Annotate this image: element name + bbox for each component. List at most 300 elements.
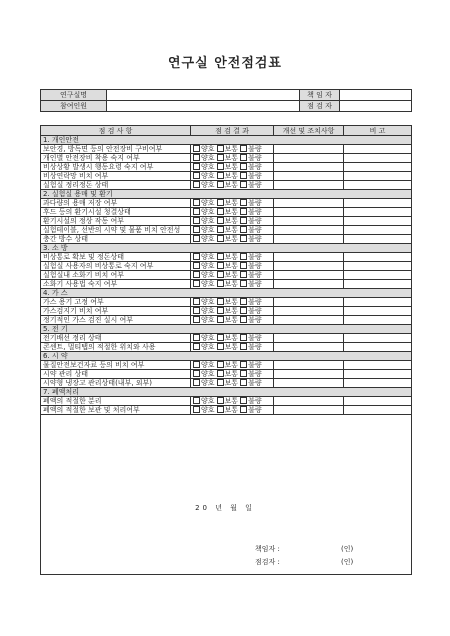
- table-row: [41, 163, 412, 172]
- result-options: [191, 280, 274, 289]
- result-option[interactable]: [217, 271, 239, 279]
- result-option[interactable]: [217, 235, 239, 243]
- result-options: [191, 406, 274, 415]
- checkbox-icon[interactable]: [240, 316, 247, 323]
- checkbox-icon[interactable]: [193, 172, 200, 179]
- checkbox-icon[interactable]: [240, 361, 247, 368]
- date-line: 20 년 월 일: [195, 504, 255, 512]
- action-field[interactable]: [274, 262, 344, 271]
- check-item: 시약형 냉장고 관리상태(내부, 외부): [41, 379, 191, 388]
- check-item: 충간 방수 상태: [41, 235, 191, 244]
- result-option[interactable]: [193, 172, 215, 180]
- note-field[interactable]: [344, 343, 412, 352]
- result-option[interactable]: [193, 262, 215, 270]
- note-field[interactable]: [344, 271, 412, 280]
- option-label: 보통: [224, 163, 239, 171]
- option-label: 양호: [201, 298, 215, 306]
- option-label: 불량: [248, 262, 262, 270]
- option-label: 보통: [224, 271, 239, 279]
- checkbox-icon[interactable]: [217, 199, 224, 206]
- result-options: [191, 334, 274, 343]
- section-row: [41, 244, 412, 253]
- inspector-field[interactable]: [340, 101, 412, 112]
- result-option[interactable]: [240, 253, 262, 261]
- action-field[interactable]: [274, 307, 344, 316]
- action-field[interactable]: [274, 235, 344, 244]
- result-option[interactable]: [193, 253, 215, 261]
- result-option[interactable]: [217, 199, 239, 207]
- result-option[interactable]: [193, 397, 215, 405]
- checkbox-icon[interactable]: [217, 217, 224, 224]
- result-option[interactable]: [217, 163, 239, 171]
- result-option[interactable]: [217, 307, 239, 315]
- table-row: [41, 253, 412, 262]
- checkbox-icon[interactable]: [217, 181, 224, 188]
- result-option[interactable]: [240, 370, 262, 378]
- option-label: 불량: [248, 253, 262, 261]
- result-option[interactable]: [193, 334, 215, 342]
- section-row: [41, 136, 412, 145]
- option-label: 불량: [248, 343, 262, 351]
- result-option[interactable]: [193, 199, 215, 207]
- result-option[interactable]: [217, 379, 239, 387]
- option-label: 불량: [248, 181, 262, 189]
- checkbox-icon[interactable]: [217, 280, 224, 287]
- checkbox-icon[interactable]: [217, 172, 224, 179]
- section-row: [41, 388, 412, 397]
- checkbox-icon[interactable]: [240, 379, 247, 386]
- checkbox-icon[interactable]: [193, 145, 200, 152]
- option-label: 보통: [224, 343, 239, 351]
- checkbox-icon[interactable]: [240, 406, 247, 413]
- checkbox-icon[interactable]: [240, 163, 247, 170]
- option-label: 양호: [201, 226, 215, 234]
- checkbox-icon[interactable]: [193, 154, 200, 161]
- responsible-label: 책 임 자: [300, 90, 340, 101]
- option-label: 보통: [224, 235, 239, 243]
- option-label: 보통: [224, 253, 239, 261]
- option-label: 불량: [248, 199, 262, 207]
- section-title: 6. 시 약: [41, 352, 412, 361]
- note-field[interactable]: [344, 226, 412, 235]
- note-field[interactable]: [344, 334, 412, 343]
- result-option[interactable]: [240, 145, 262, 153]
- checkbox-icon[interactable]: [217, 262, 224, 269]
- checkbox-icon[interactable]: [193, 280, 200, 287]
- checkbox-icon[interactable]: [217, 316, 224, 323]
- seal-mark: (인): [341, 558, 354, 566]
- option-label: 보통: [224, 397, 239, 405]
- signature-label: 책임자 :: [255, 545, 280, 553]
- result-option[interactable]: [193, 163, 215, 171]
- action-field[interactable]: [274, 253, 344, 262]
- note-field[interactable]: [344, 199, 412, 208]
- checkbox-icon[interactable]: [217, 271, 224, 278]
- section-title: 3. 소 방: [41, 244, 412, 253]
- result-option[interactable]: [240, 406, 262, 414]
- action-field[interactable]: [274, 181, 344, 190]
- result-option[interactable]: [217, 181, 239, 189]
- checkbox-icon[interactable]: [217, 343, 224, 350]
- result-option[interactable]: [240, 280, 262, 288]
- checkbox-icon[interactable]: [217, 163, 224, 170]
- result-option[interactable]: [240, 307, 262, 315]
- check-item: 가스 용기 고정 여부: [41, 298, 191, 307]
- note-field[interactable]: [344, 307, 412, 316]
- result-option[interactable]: [193, 406, 215, 414]
- table-row: [41, 406, 412, 415]
- table-row: [41, 361, 412, 370]
- result-option[interactable]: [240, 316, 262, 324]
- check-item: 비상연락망 비치 여부: [41, 172, 191, 181]
- result-option[interactable]: [217, 370, 239, 378]
- action-field[interactable]: [274, 406, 344, 415]
- checkbox-icon[interactable]: [240, 253, 247, 260]
- result-option[interactable]: [217, 154, 239, 162]
- table-row: [41, 343, 412, 352]
- table-row: [41, 208, 412, 217]
- checklist-table: [40, 125, 412, 415]
- result-option[interactable]: [240, 334, 262, 342]
- result-option[interactable]: [240, 172, 262, 180]
- note-field[interactable]: [344, 361, 412, 370]
- checkbox-icon[interactable]: [217, 406, 224, 413]
- check-item: 실험실내 소화기 비치 여부: [41, 271, 191, 280]
- checkbox-icon[interactable]: [240, 172, 247, 179]
- table-row: [41, 181, 412, 190]
- action-field[interactable]: [274, 145, 344, 154]
- section-title: 2. 실험실 용매 및 환기: [41, 190, 412, 199]
- check-item: 폐액의 적절한 분리: [41, 397, 191, 406]
- section-row: [41, 289, 412, 298]
- checkbox-icon[interactable]: [193, 208, 200, 215]
- option-label: 양호: [201, 163, 215, 171]
- option-label: 양호: [201, 235, 215, 243]
- checkbox-icon[interactable]: [217, 361, 224, 368]
- option-label: 양호: [201, 379, 215, 387]
- check-item: 비상상황 발생시 행동요령 숙지 여부: [41, 163, 191, 172]
- checkbox-icon[interactable]: [240, 235, 247, 242]
- header-action: 개선 및 조치사항: [274, 126, 344, 136]
- action-field[interactable]: [274, 379, 344, 388]
- checkbox-icon[interactable]: [240, 280, 247, 287]
- option-label: 불량: [248, 397, 262, 405]
- note-field[interactable]: [344, 208, 412, 217]
- option-label: 불량: [248, 163, 262, 171]
- result-option[interactable]: [193, 181, 215, 189]
- checkbox-icon[interactable]: [193, 307, 200, 314]
- action-field[interactable]: [274, 370, 344, 379]
- table-row: [41, 199, 412, 208]
- result-option[interactable]: [193, 370, 215, 378]
- result-option[interactable]: [193, 145, 215, 153]
- option-label: 양호: [201, 361, 215, 369]
- result-option[interactable]: [240, 208, 262, 216]
- result-option[interactable]: [217, 145, 239, 153]
- check-item: 실험실 사용자의 비상통로 숙지 여부: [41, 262, 191, 271]
- result-options: [191, 361, 274, 370]
- result-options: [191, 145, 274, 154]
- checkbox-icon[interactable]: [193, 226, 200, 233]
- option-label: 양호: [201, 208, 215, 216]
- result-option[interactable]: [193, 235, 215, 243]
- result-option[interactable]: [217, 226, 239, 234]
- section-row: [41, 325, 412, 334]
- checkbox-icon[interactable]: [193, 217, 200, 224]
- action-field[interactable]: [274, 163, 344, 172]
- result-option[interactable]: [240, 343, 262, 351]
- note-field[interactable]: [344, 406, 412, 415]
- checkbox-icon[interactable]: [217, 370, 224, 377]
- result-option[interactable]: [240, 217, 262, 225]
- result-option[interactable]: [240, 262, 262, 270]
- result-option[interactable]: [217, 343, 239, 351]
- option-label: 양호: [201, 307, 215, 315]
- result-option[interactable]: [217, 334, 239, 342]
- check-item: 보안경, 방독면 등의 안전장비 구비여부: [41, 145, 191, 154]
- note-field[interactable]: [344, 316, 412, 325]
- table-row: [41, 145, 412, 154]
- option-label: 보통: [224, 406, 239, 414]
- check-item: 개인별 안전장비 착용 숙지 여부: [41, 154, 191, 163]
- check-item: 실험테이블, 선반의 시약 및 물품 비치 안전성: [41, 226, 191, 235]
- checkbox-icon[interactable]: [240, 226, 247, 233]
- checkbox-icon[interactable]: [217, 235, 224, 242]
- checkbox-icon[interactable]: [193, 199, 200, 206]
- result-option[interactable]: [240, 199, 262, 207]
- checkbox-icon[interactable]: [193, 406, 200, 413]
- option-label: 불량: [248, 334, 262, 342]
- checkbox-icon[interactable]: [217, 379, 224, 386]
- check-item: 폐액의 적절한 보관 및 처리여부: [41, 406, 191, 415]
- checkbox-icon[interactable]: [240, 199, 247, 206]
- option-label: 불량: [248, 145, 262, 153]
- checkbox-icon[interactable]: [240, 343, 247, 350]
- result-option[interactable]: [217, 172, 239, 180]
- result-option[interactable]: [240, 163, 262, 171]
- result-option[interactable]: [217, 406, 239, 414]
- checkbox-icon[interactable]: [240, 307, 247, 314]
- result-option[interactable]: [217, 217, 239, 225]
- option-label: 불량: [248, 235, 262, 243]
- result-option[interactable]: [240, 271, 262, 279]
- result-options: [191, 154, 274, 163]
- participants-field[interactable]: [107, 101, 300, 112]
- result-options: [191, 253, 274, 262]
- checkbox-icon[interactable]: [217, 145, 224, 152]
- checkbox-icon[interactable]: [240, 334, 247, 341]
- checkbox-icon[interactable]: [240, 145, 247, 152]
- action-field[interactable]: [274, 298, 344, 307]
- page-title: 연구실 안전점검표: [168, 56, 282, 71]
- checkbox-icon[interactable]: [240, 370, 247, 377]
- signature-inspector: [255, 557, 353, 567]
- checkbox-icon[interactable]: [240, 397, 247, 404]
- checkbox-icon[interactable]: [193, 298, 200, 305]
- action-field[interactable]: [274, 226, 344, 235]
- result-option[interactable]: [240, 379, 262, 387]
- note-field[interactable]: [344, 262, 412, 271]
- result-option[interactable]: [240, 298, 262, 306]
- action-field[interactable]: [274, 199, 344, 208]
- option-label: 불량: [248, 172, 262, 180]
- action-field[interactable]: [274, 334, 344, 343]
- section-title: 4. 가 스: [41, 289, 412, 298]
- action-field[interactable]: [274, 397, 344, 406]
- option-label: 양호: [201, 172, 215, 180]
- result-option[interactable]: [193, 307, 215, 315]
- result-option[interactable]: [217, 280, 239, 288]
- participants-label: 참여인원: [41, 101, 107, 112]
- option-label: 보통: [224, 361, 239, 369]
- action-field[interactable]: [274, 343, 344, 352]
- result-option[interactable]: [193, 154, 215, 162]
- result-option[interactable]: [193, 226, 215, 234]
- option-label: 불량: [248, 280, 262, 288]
- option-label: 보통: [224, 307, 239, 315]
- checkbox-icon[interactable]: [193, 397, 200, 404]
- option-label: 양호: [201, 406, 215, 414]
- checkbox-icon[interactable]: [193, 181, 200, 188]
- action-field[interactable]: [274, 361, 344, 370]
- checkbox-icon[interactable]: [217, 298, 224, 305]
- result-options: [191, 163, 274, 172]
- result-option[interactable]: [193, 343, 215, 351]
- option-label: 보통: [224, 334, 239, 342]
- result-option[interactable]: [217, 316, 239, 324]
- lab-name-field[interactable]: [107, 90, 300, 101]
- checkbox-icon[interactable]: [193, 316, 200, 323]
- checkbox-icon[interactable]: [217, 253, 224, 260]
- checkbox-icon[interactable]: [240, 208, 247, 215]
- checkbox-icon[interactable]: [193, 271, 200, 278]
- result-option[interactable]: [217, 262, 239, 270]
- note-field[interactable]: [344, 280, 412, 289]
- checkbox-icon[interactable]: [193, 361, 200, 368]
- checkbox-icon[interactable]: [217, 334, 224, 341]
- checkbox-icon[interactable]: [240, 217, 247, 224]
- checkbox-icon[interactable]: [217, 208, 224, 215]
- result-option[interactable]: [240, 361, 262, 369]
- option-label: 불량: [248, 316, 262, 324]
- checkbox-icon[interactable]: [240, 154, 247, 161]
- checkbox-icon[interactable]: [217, 154, 224, 161]
- table-row: [41, 379, 412, 388]
- option-label: 양호: [201, 145, 215, 153]
- result-option[interactable]: [193, 361, 215, 369]
- result-options: [191, 262, 274, 271]
- result-option[interactable]: [193, 316, 215, 324]
- action-field[interactable]: [274, 154, 344, 163]
- action-field[interactable]: [274, 208, 344, 217]
- note-field[interactable]: [344, 145, 412, 154]
- check-item: 물질안전보건자료 등의 비치 여부: [41, 361, 191, 370]
- note-field[interactable]: [344, 172, 412, 181]
- result-option[interactable]: [217, 298, 239, 306]
- option-label: 보통: [224, 370, 239, 378]
- action-field[interactable]: [274, 172, 344, 181]
- checkbox-icon[interactable]: [217, 397, 224, 404]
- checkbox-icon[interactable]: [193, 262, 200, 269]
- result-option[interactable]: [240, 181, 262, 189]
- checkbox-icon[interactable]: [240, 298, 247, 305]
- result-option[interactable]: [193, 280, 215, 288]
- check-item: 소화기 사용법 숙지 여부: [41, 280, 191, 289]
- result-option[interactable]: [217, 361, 239, 369]
- note-field[interactable]: [344, 379, 412, 388]
- option-label: 불량: [248, 217, 262, 225]
- note-field[interactable]: [344, 298, 412, 307]
- result-option[interactable]: [193, 298, 215, 306]
- result-options: [191, 199, 274, 208]
- note-field[interactable]: [344, 163, 412, 172]
- option-label: 보통: [224, 280, 239, 288]
- checkbox-icon[interactable]: [240, 271, 247, 278]
- result-option[interactable]: [240, 397, 262, 405]
- result-option[interactable]: [240, 226, 262, 234]
- action-field[interactable]: [274, 271, 344, 280]
- result-option[interactable]: [240, 154, 262, 162]
- check-item: 환기시설의 정상 작동 여부: [41, 217, 191, 226]
- option-label: 불량: [248, 379, 262, 387]
- responsible-field[interactable]: [340, 90, 412, 101]
- checkbox-icon[interactable]: [193, 370, 200, 377]
- checkbox-icon[interactable]: [217, 226, 224, 233]
- note-field[interactable]: [344, 235, 412, 244]
- checkbox-icon[interactable]: [240, 262, 247, 269]
- option-label: 보통: [224, 154, 239, 162]
- note-field[interactable]: [344, 181, 412, 190]
- result-option[interactable]: [240, 235, 262, 243]
- table-row: [41, 334, 412, 343]
- checkbox-icon[interactable]: [193, 343, 200, 350]
- checkbox-icon[interactable]: [240, 181, 247, 188]
- option-label: 보통: [224, 262, 239, 270]
- checkbox-icon[interactable]: [193, 163, 200, 170]
- result-options: [191, 370, 274, 379]
- result-option[interactable]: [193, 271, 215, 279]
- option-label: 보통: [224, 298, 239, 306]
- checkbox-icon[interactable]: [217, 307, 224, 314]
- signature-responsible: [255, 544, 353, 554]
- action-field[interactable]: [274, 316, 344, 325]
- action-field[interactable]: [274, 280, 344, 289]
- checkbox-icon[interactable]: [193, 235, 200, 242]
- note-field[interactable]: [344, 370, 412, 379]
- result-option[interactable]: [217, 208, 239, 216]
- option-label: 불량: [248, 406, 262, 414]
- result-option[interactable]: [193, 208, 215, 216]
- option-label: 양호: [201, 397, 215, 405]
- checkbox-icon[interactable]: [193, 379, 200, 386]
- checkbox-icon[interactable]: [193, 334, 200, 341]
- result-option[interactable]: [193, 379, 215, 387]
- result-option[interactable]: [217, 397, 239, 405]
- result-options: [191, 271, 274, 280]
- result-option[interactable]: [217, 253, 239, 261]
- note-field[interactable]: [344, 397, 412, 406]
- note-field[interactable]: [344, 253, 412, 262]
- note-field[interactable]: [344, 154, 412, 163]
- result-options: [191, 379, 274, 388]
- table-row: [41, 154, 412, 163]
- option-label: 불량: [248, 370, 262, 378]
- checkbox-icon[interactable]: [193, 253, 200, 260]
- note-field[interactable]: [344, 217, 412, 226]
- action-field[interactable]: [274, 217, 344, 226]
- result-option[interactable]: [193, 217, 215, 225]
- check-item: 가스검지기 비치 여부: [41, 307, 191, 316]
